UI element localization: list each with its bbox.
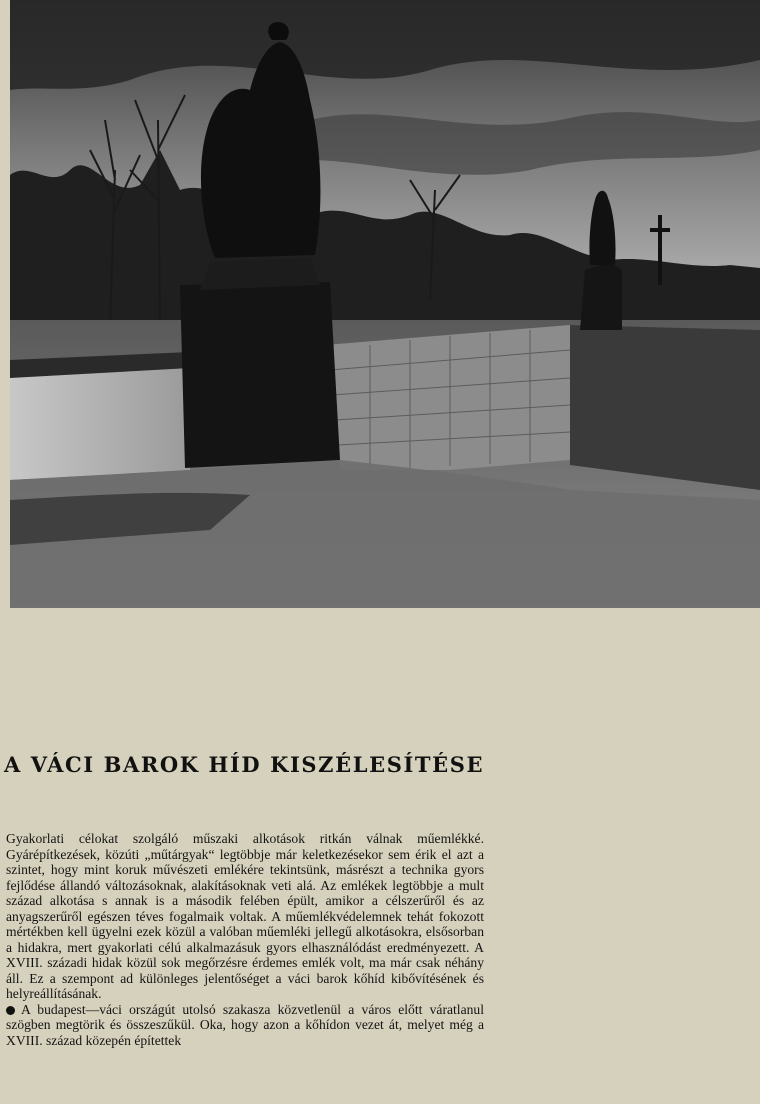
article-body [6, 831, 484, 1048]
statue-pedestal [180, 282, 340, 468]
far-statue-base [580, 262, 622, 330]
paragraph-bullet-icon [6, 1006, 15, 1015]
article-paragraph-2 [6, 1002, 484, 1049]
road-surface [10, 360, 190, 480]
far-parapet [570, 325, 760, 490]
article-title: A VÁCI BAROK HÍD KISZÉLESÍTÉSE [4, 752, 485, 777]
pedestal-cornice [200, 258, 320, 290]
bridge-photo-image [10, 0, 760, 608]
article-paragraph-2-text: A budapest—váci országút utolsó szakasza közvetlenül a város előtt váratlanul szögben megtörik és összeszűkül. Oka, hogy azon a kőhídon vezet át, melyet még a XVIII. század közepén építettek [6, 1001, 484, 1048]
bridge-photograph [10, 0, 760, 608]
article-paragraph-1: Gyakorlati célokat szolgáló műszaki alkotások ritkán válnak műemlékké. Gyárépítkezések, közúti „műtárgyak“ legtöbbje már keletkezésekor sem érik el azt a szintet, hogy mint koruk művészeti emlékére tekintsünk, másrészt a technika gyors fejlődése állandó változásoknak, alakításoknak veti alá. Az emlékek legtöbbje a mult század alkotása s annak is a második felében épült, amikor a célszerűről és az anyagszerűről egészen téves fogalmaik voltak. A műemlékvédelemnek tehát fokozott mértékben kell ügyelni ezek közül a valóban műemléki jellegű alkotásokra, elsősorban a hidakra, mert gyakorlati célú alkalmazásuk gyors elhasználódást eredményezett. A XVIII. századi hidak közül sok megőrzésre érdemes emlék volt, ma már csak néhány áll. Ez a szempont ad különleges jelentőséget a váci barok kőhíd kibővítésének és helyreállításának. [6, 831, 484, 1001]
stone-parapet [325, 325, 570, 470]
